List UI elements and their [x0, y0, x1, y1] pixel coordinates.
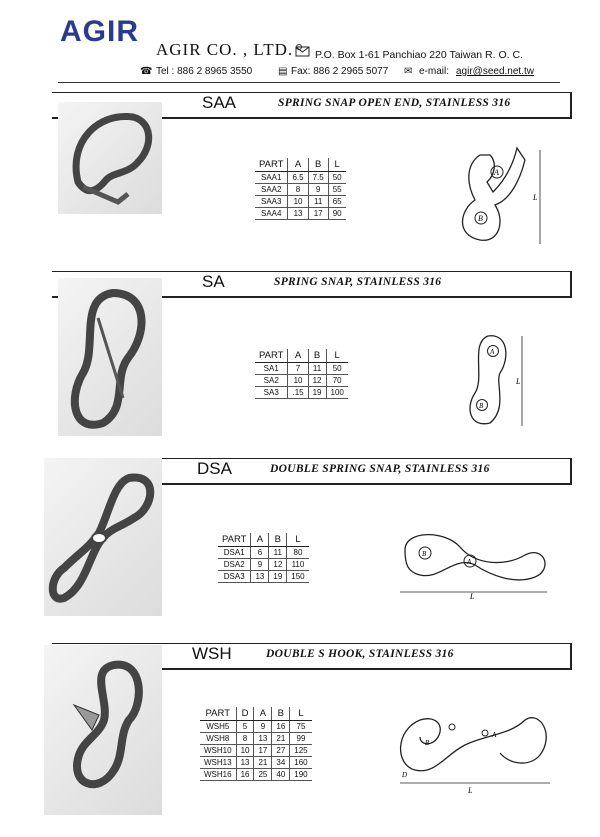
dim-a-label: A: [467, 558, 472, 566]
dim-b-label: B: [478, 214, 483, 223]
column-header: PART: [255, 158, 288, 172]
table-cell: 70: [326, 375, 348, 387]
table-cell: 65: [328, 196, 345, 208]
dim-l-label: L: [516, 377, 521, 386]
table-row: [255, 172, 346, 184]
table-cell: WSH16: [200, 769, 236, 781]
column-header: B: [308, 158, 328, 172]
table-cell: DSA1: [218, 547, 251, 559]
product-photo-wsh: [44, 645, 162, 815]
company-address: P.O. Box 1-61 Panchiao 220 Taiwan R. O. C.: [315, 49, 523, 61]
dim-l-label: L: [468, 786, 473, 795]
dimension-diagram-sa: [460, 328, 540, 433]
table-cell: 16: [236, 769, 254, 781]
product-photo-dsa: [44, 458, 162, 616]
table-cell: SA1: [255, 363, 288, 375]
table-cell: WSH8: [200, 733, 236, 745]
table-cell: 99: [290, 733, 312, 745]
email-address[interactable]: agir@seed.net.tw: [456, 66, 534, 77]
column-header: A: [254, 707, 272, 721]
column-header: L: [290, 707, 312, 721]
tel-number: Tel : 886 2 8965 3550: [156, 66, 253, 77]
table-cell: 75: [290, 721, 312, 733]
table-cell: 50: [328, 172, 345, 184]
table-cell: 6: [251, 547, 269, 559]
dimension-diagram-wsh: [390, 705, 560, 800]
table-cell: 150: [287, 571, 309, 583]
table-row: [218, 547, 309, 559]
product-code: SA: [202, 272, 225, 291]
table-cell: 50: [326, 363, 348, 375]
mail-icon: [295, 44, 311, 63]
table-row: [218, 559, 309, 571]
email-label: e-mail:: [419, 66, 450, 77]
table-row: [200, 745, 312, 757]
table-cell: 125: [290, 745, 312, 757]
table-row: [200, 721, 312, 733]
table-cell: 13: [236, 757, 254, 769]
table-cell: 12: [269, 559, 287, 571]
dim-b-label: B: [422, 550, 427, 558]
column-header: B: [272, 707, 290, 721]
column-header: A: [288, 349, 308, 363]
company-name: AGIR CO. , LTD.: [156, 40, 294, 59]
table-cell: 13: [254, 733, 272, 745]
table-cell: 11: [269, 547, 287, 559]
column-header: PART: [218, 533, 251, 547]
dim-a-label: A: [494, 168, 499, 177]
dim-a-label: A: [490, 348, 495, 356]
product-code: SAA: [202, 93, 237, 112]
fax-number: Fax: 886 2 2965 5077: [291, 66, 389, 77]
column-header: D: [236, 707, 254, 721]
table-cell: 25: [254, 769, 272, 781]
fax-icon: ▤: [278, 66, 288, 77]
table-row: [218, 571, 309, 583]
column-header: L: [328, 158, 345, 172]
table-header-row: [255, 349, 348, 363]
table-cell: 10: [288, 375, 308, 387]
product-photo-sa: [58, 278, 162, 436]
column-header: PART: [255, 349, 288, 363]
dim-b-label: B: [425, 739, 430, 747]
table-cell: 7.5: [308, 172, 328, 184]
table-cell: 19: [269, 571, 287, 583]
column-header: B: [269, 533, 287, 547]
column-header: B: [308, 349, 326, 363]
table-row: [255, 387, 348, 399]
table-cell: 13: [251, 571, 269, 583]
dim-d-label: D: [402, 771, 408, 779]
table-cell: SA3: [255, 387, 288, 399]
table-cell: SAA2: [255, 184, 288, 196]
spec-table-dsa: [218, 533, 309, 583]
table-cell: .15: [288, 387, 308, 399]
table-row: [255, 208, 346, 220]
table-cell: 11: [308, 363, 326, 375]
table-cell: 9: [251, 559, 269, 571]
product-title: SPRING SNAP, STAINLESS 316: [274, 276, 442, 288]
table-cell: 13: [288, 208, 308, 220]
spec-table-sa: [255, 349, 348, 399]
header-rule: [58, 82, 560, 83]
product-code: WSH: [192, 644, 232, 663]
table-cell: 80: [287, 547, 309, 559]
column-header: A: [251, 533, 269, 547]
table-row: [200, 769, 312, 781]
table-row: [255, 375, 348, 387]
table-cell: WSH5: [200, 721, 236, 733]
table-cell: SAA4: [255, 208, 288, 220]
table-cell: 21: [272, 733, 290, 745]
table-row: [255, 363, 348, 375]
table-cell: 21: [254, 757, 272, 769]
table-cell: 34: [272, 757, 290, 769]
dim-a-label: A: [492, 731, 497, 739]
table-cell: 90: [328, 208, 345, 220]
table-cell: 10: [236, 745, 254, 757]
table-cell: 8: [236, 733, 254, 745]
table-row: [255, 196, 346, 208]
company-logo: AGIR: [60, 15, 139, 48]
table-cell: DSA2: [218, 559, 251, 571]
table-cell: 8: [288, 184, 308, 196]
dimension-diagram-dsa: [395, 525, 555, 600]
table-cell: 110: [287, 559, 309, 571]
table-cell: 9: [308, 184, 328, 196]
dim-b-label: B: [479, 402, 484, 410]
table-cell: SAA1: [255, 172, 288, 184]
table-cell: 9: [254, 721, 272, 733]
column-header: L: [287, 533, 309, 547]
table-header-row: [255, 158, 346, 172]
dim-l-label: L: [470, 592, 475, 601]
table-cell: 10: [288, 196, 308, 208]
table-cell: 12: [308, 375, 326, 387]
table-cell: 19: [308, 387, 326, 399]
table-cell: 11: [308, 196, 328, 208]
table-cell: SA2: [255, 375, 288, 387]
dim-l-label: L: [533, 193, 538, 202]
table-cell: 27: [272, 745, 290, 757]
product-title: DOUBLE SPRING SNAP, STAINLESS 316: [270, 463, 490, 475]
column-header: PART: [200, 707, 236, 721]
product-code: DSA: [197, 459, 232, 478]
table-cell: 17: [254, 745, 272, 757]
table-cell: WSH13: [200, 757, 236, 769]
email-icon: ✉: [404, 66, 413, 77]
column-header: L: [326, 349, 348, 363]
product-title: SPRING SNAP OPEN END, STAINLESS 316: [278, 97, 511, 109]
product-title: DOUBLE S HOOK, STAINLESS 316: [266, 648, 454, 660]
table-cell: 6.5: [288, 172, 308, 184]
table-cell: 5: [236, 721, 254, 733]
table-row: [255, 184, 346, 196]
table-cell: 55: [328, 184, 345, 196]
phone-icon: ☎: [140, 66, 153, 77]
spec-table-wsh: [200, 707, 312, 781]
product-photo-saa: [58, 102, 162, 214]
table-row: [200, 733, 312, 745]
column-header: A: [288, 158, 308, 172]
table-cell: 40: [272, 769, 290, 781]
table-header-row: [200, 707, 312, 721]
table-cell: 17: [308, 208, 328, 220]
table-row: [200, 757, 312, 769]
table-cell: 16: [272, 721, 290, 733]
table-cell: SAA3: [255, 196, 288, 208]
dimension-diagram-saa: [455, 140, 555, 255]
table-cell: 160: [290, 757, 312, 769]
table-cell: 7: [288, 363, 308, 375]
table-cell: WSH10: [200, 745, 236, 757]
table-cell: DSA3: [218, 571, 251, 583]
table-header-row: [218, 533, 309, 547]
spec-table-saa: [255, 158, 346, 220]
table-cell: 190: [290, 769, 312, 781]
table-cell: 100: [326, 387, 348, 399]
